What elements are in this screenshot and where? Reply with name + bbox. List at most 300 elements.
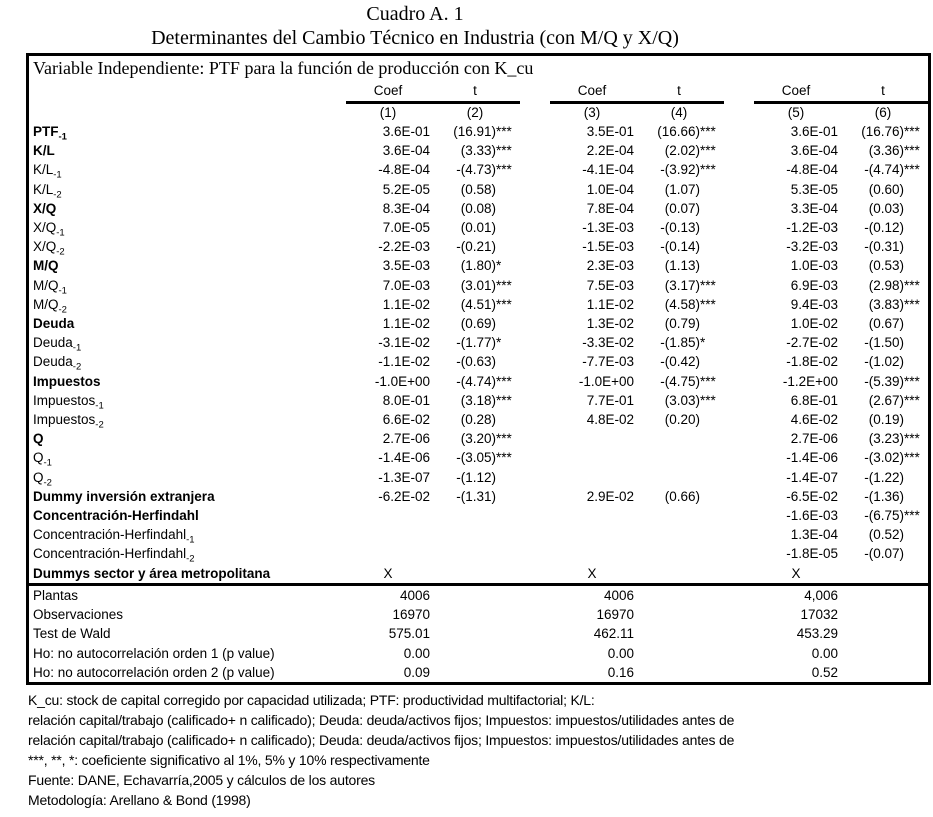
column-number-row <box>29 103 928 123</box>
coef-value: 1.1E-02 <box>586 296 634 312</box>
column-gap <box>520 333 550 352</box>
t-value: (16.76) <box>861 124 905 139</box>
coef-value: -2.7E-02 <box>786 335 838 351</box>
header-spacer <box>29 103 346 123</box>
lag-subscript: -1 <box>56 227 65 239</box>
coef-value: 7.7E-01 <box>586 392 634 408</box>
stat-spacer <box>634 624 724 643</box>
coef-value: -1.4E-07 <box>786 469 838 485</box>
coef-value: -4.8E-04 <box>378 162 430 178</box>
table-row <box>29 429 928 448</box>
column-gap <box>520 276 550 295</box>
coef-value: 2.2E-04 <box>586 143 634 159</box>
coef-value: 1.0E-04 <box>586 181 634 197</box>
t-statistic: (3.33)*** <box>460 143 512 159</box>
t-value: (0.28) <box>460 412 496 428</box>
t-value: (2.67) <box>868 392 905 408</box>
t-value: -(4.75) <box>660 373 700 389</box>
column-gap <box>520 584 550 605</box>
table-row <box>29 295 928 314</box>
coef-value <box>346 525 430 544</box>
coef-value: 1.3E-04 <box>790 527 838 543</box>
column-gap <box>520 199 550 218</box>
row-label: $PTF_{-1}$ <box>33 124 67 143</box>
t-statistic: -(3.05)*** <box>456 450 512 466</box>
lag-subscript: -1 <box>186 534 195 546</box>
stat-value: 575.01 <box>388 626 430 642</box>
t-value: -(0.21) <box>456 239 496 255</box>
coef-value: 6.9E-03 <box>790 277 838 293</box>
t-value: (0.60) <box>868 181 905 197</box>
row-label: Deuda$_{-2}$ <box>33 354 82 374</box>
column-gap <box>520 410 550 429</box>
t-statistic: (16.91)*** <box>453 124 512 139</box>
coef-value: 7.0E-03 <box>382 277 430 293</box>
stat-value: 0.00 <box>607 645 634 661</box>
t-statistic <box>634 544 724 563</box>
t-value: (0.08) <box>460 200 496 216</box>
t-value: -(0.12) <box>864 220 905 236</box>
t-value: -(0.42) <box>660 354 700 370</box>
coef-value: -1.3E-03 <box>582 220 634 236</box>
table-row <box>29 160 928 179</box>
table-row <box>29 352 928 371</box>
footnote-line: Fuente: DANE, Echavarría,2005 y cálculos de los autores <box>28 772 375 789</box>
t-value: (2.98) <box>868 277 905 293</box>
stat-value: 16970 <box>596 607 634 623</box>
t-value: -(3.92) <box>660 162 700 178</box>
stat-value: 4006 <box>346 584 430 605</box>
coef-value <box>550 544 634 563</box>
column-gap <box>520 448 550 467</box>
t-statistic <box>634 506 724 525</box>
t-value: (2.02) <box>664 143 700 159</box>
t-value: -(0.07) <box>864 546 905 562</box>
t-statistic <box>430 352 520 371</box>
column-gap <box>724 448 754 467</box>
column-header-row <box>29 81 928 103</box>
column-gap <box>520 429 550 448</box>
t-value: -(0.14) <box>660 239 700 255</box>
column-gap <box>724 487 754 506</box>
col-number: (6) <box>874 105 892 120</box>
row-label: $M/Q_{-1}$ <box>33 277 67 297</box>
row-label: Dummys sector y área metropolitana <box>33 565 271 581</box>
t-statistic <box>634 237 724 256</box>
coef-value: X <box>587 565 597 581</box>
table-row <box>29 487 928 506</box>
t-statistic <box>634 218 724 237</box>
column-gap <box>724 276 754 295</box>
column-gap <box>724 122 754 141</box>
stat-spacer <box>634 605 724 624</box>
lag-subscript: -2 <box>43 477 52 489</box>
coef-value: 2.9E-02 <box>586 488 634 504</box>
t-value: (3.33) <box>460 143 496 159</box>
t-value: (0.03) <box>868 200 905 216</box>
t-statistic <box>430 218 520 237</box>
coef-value: 3.6E-01 <box>382 124 430 139</box>
table-row <box>29 180 928 199</box>
column-gap <box>520 218 550 237</box>
stat-label: Ho: no autocorrelación orden 2 (p value) <box>33 665 275 681</box>
stat-label: Plantas <box>29 584 346 605</box>
coef-value: X <box>383 565 393 581</box>
col-number: (4) <box>670 105 688 120</box>
coef-value: -3.3E-02 <box>582 335 634 351</box>
stat-value: 4,006 <box>754 584 838 605</box>
row-label: Q <box>33 431 44 447</box>
column-gap <box>724 506 754 525</box>
t-value: (16.66) <box>657 124 700 139</box>
column-gap <box>724 544 754 563</box>
table-row <box>29 506 928 525</box>
stat-value: 462.11 <box>593 626 634 642</box>
column-gap <box>724 605 754 624</box>
coef-value: -1.2E+00 <box>782 373 838 389</box>
t-statistic: -(6.75)*** <box>864 508 920 524</box>
t-statistic: -(1.77)* <box>456 335 502 351</box>
lag-subscript: -1 <box>58 285 67 297</box>
t-statistic: -(4.74)*** <box>456 373 512 389</box>
t-statistic <box>838 564 928 585</box>
col-header-coef: Coef <box>550 81 634 103</box>
t-value: -(1.36) <box>864 488 905 504</box>
coef-value: 7.0E-05 <box>382 220 430 236</box>
coef-value: -1.8E-02 <box>786 354 838 370</box>
column-gap <box>520 295 550 314</box>
coef-value <box>550 525 634 544</box>
coef-value: 3.6E-04 <box>382 143 430 159</box>
coef-value: -2.2E-03 <box>378 239 430 255</box>
coef-value: 3.5E-03 <box>382 258 430 274</box>
t-value: (1.07) <box>664 181 700 197</box>
t-statistic: (3.20)*** <box>460 431 512 447</box>
stat-spacer <box>430 584 520 605</box>
stat-spacer <box>430 605 520 624</box>
table-caption <box>0 0 830 50</box>
t-statistic: -(1.85)* <box>660 335 706 351</box>
t-value: (0.66) <box>664 488 700 504</box>
t-value: (16.91) <box>453 124 496 139</box>
t-statistic <box>430 314 520 333</box>
coef-value: 7.5E-03 <box>586 277 634 293</box>
t-statistic: -(4.74)*** <box>864 162 920 178</box>
column-gap <box>724 624 754 643</box>
column-gap <box>520 372 550 391</box>
table-caption-title: Determinantes del Cambio Técnico en Industria (con M/Q y X/Q) <box>151 27 679 49</box>
t-value: -(4.74) <box>456 373 496 389</box>
t-statistic <box>634 468 724 487</box>
t-statistic <box>838 218 928 237</box>
column-gap <box>520 605 550 624</box>
t-statistic <box>430 237 520 256</box>
t-statistic: (2.02)*** <box>664 143 716 159</box>
t-statistic <box>430 468 520 487</box>
column-gap <box>520 352 550 371</box>
t-statistic: (2.98)*** <box>868 277 920 293</box>
coef-value: -6.5E-02 <box>786 488 838 504</box>
coef-value: -3.1E-02 <box>378 335 430 351</box>
table-row <box>29 218 928 237</box>
row-label: Deuda <box>33 316 75 332</box>
coef-value: -1.5E-03 <box>582 239 634 255</box>
stat-spacer <box>430 624 520 643</box>
column-gap <box>520 468 550 487</box>
table-caption-number: Cuadro A. 1 <box>366 3 464 25</box>
t-statistic <box>634 180 724 199</box>
footnote-line: ***, **, *: coeficiente significativo al 1%, 5% y 10% respectivamente <box>28 752 430 769</box>
coef-value <box>346 506 430 525</box>
t-value: -(1.77) <box>456 335 496 351</box>
coef-value: 9.4E-03 <box>790 296 838 312</box>
coef-value: -1.0E+00 <box>374 373 430 389</box>
column-gap <box>724 141 754 160</box>
t-statistic: (16.66)*** <box>657 124 716 139</box>
row-label: $K/L_{-1}$ <box>33 162 62 182</box>
coef-value: -6.2E-02 <box>378 488 430 504</box>
t-statistic: (3.01)*** <box>460 277 512 293</box>
lag-subscript: -2 <box>186 554 195 566</box>
column-gap <box>724 429 754 448</box>
t-statistic <box>634 487 724 506</box>
row-label: Impuestos$_{-2}$ <box>33 412 104 431</box>
stat-spacer <box>634 663 724 682</box>
stat-label: Ho: no autocorrelación orden 1 (p value) <box>33 645 275 661</box>
stat-row <box>29 584 928 605</box>
dependent-variable-row <box>29 56 928 81</box>
t-statistic <box>634 352 724 371</box>
footnote-line: K_cu: stock de capital corregido por capacidad utilizada; PTF: productividad multifactorial; K/L: <box>28 692 595 709</box>
table-row <box>29 141 928 160</box>
row-label: $Q_{-2}$ <box>33 469 52 489</box>
stat-row <box>29 644 928 663</box>
lag-subscript: -1 <box>72 342 82 354</box>
table-row <box>29 410 928 429</box>
row-label: M/Q <box>33 258 59 274</box>
t-value: (0.53) <box>868 258 905 274</box>
t-value: (3.83) <box>868 296 905 312</box>
stat-spacer <box>430 663 520 682</box>
coef-value: 2.7E-06 <box>382 431 430 447</box>
column-gap <box>724 525 754 544</box>
table-row <box>29 199 928 218</box>
t-statistic <box>838 314 928 333</box>
stat-row <box>29 624 928 643</box>
coef-value: -1.4E-06 <box>786 450 838 466</box>
t-value: -(1.02) <box>864 354 905 370</box>
t-statistic <box>634 564 724 585</box>
t-value: (4.58) <box>664 296 700 312</box>
coef-value: 1.0E-02 <box>790 316 838 332</box>
footnote-line: relación capital/trabajo (calificado+ n calificado); Deuda: deuda/activos fijos; Impuestos: impuestos/utilidades antes de <box>28 712 735 729</box>
t-statistic <box>838 237 928 256</box>
column-gap <box>520 237 550 256</box>
column-gap <box>520 180 550 199</box>
coef-value: -7.7E-03 <box>582 354 634 370</box>
column-gap <box>724 663 754 682</box>
column-gap <box>724 256 754 275</box>
coef-value: 1.1E-02 <box>382 316 430 332</box>
table-row <box>29 276 928 295</box>
stat-value: 16970 <box>392 607 430 623</box>
lag-subscript: -1 <box>58 131 67 143</box>
t-value: -(1.22) <box>864 469 905 485</box>
regression-table <box>26 53 931 685</box>
column-gap <box>520 314 550 333</box>
table-row <box>29 256 928 275</box>
lag-subscript: -2 <box>53 189 62 201</box>
t-value: (0.58) <box>460 181 496 197</box>
t-value: -(4.74) <box>864 162 905 178</box>
t-value: (3.18) <box>460 392 496 408</box>
lag-subscript: -1 <box>95 400 104 412</box>
row-label: X/Q <box>33 200 57 216</box>
stat-value: 453.29 <box>796 626 838 642</box>
column-gap <box>724 644 754 663</box>
row-label: Impuestos$_{-1}$ <box>33 392 104 412</box>
t-statistic: (3.03)*** <box>664 392 716 408</box>
coef-value: 8.3E-04 <box>382 200 430 216</box>
stat-spacer <box>838 624 928 643</box>
coef-value: -3.2E-03 <box>786 239 838 255</box>
coef-value: 2.7E-06 <box>790 431 838 447</box>
t-statistic: (3.36)*** <box>868 143 920 159</box>
t-statistic: (3.23)*** <box>868 431 920 447</box>
column-gap <box>520 525 550 544</box>
dependent-variable-note: Variable Independiente: PTF para la función de producción con K_cu <box>33 58 534 78</box>
stat-spacer <box>838 663 928 682</box>
coef-value: 6.6E-02 <box>382 412 430 428</box>
coef-value: 1.1E-02 <box>382 296 430 312</box>
coef-value: 3.3E-04 <box>790 200 838 216</box>
t-statistic <box>838 525 928 544</box>
header-spacer <box>29 81 346 103</box>
coef-value: -1.4E-06 <box>378 450 430 466</box>
column-gap <box>724 103 754 123</box>
coef-value <box>550 506 634 525</box>
column-gap <box>724 237 754 256</box>
stat-value: 0.00 <box>403 645 430 661</box>
row-label: $X/Q_{-1}$ <box>33 220 65 239</box>
col-header-t: t <box>634 81 724 103</box>
lag-subscript: -1 <box>43 458 52 470</box>
coef-value: 3.5E-01 <box>586 124 634 139</box>
t-statistic <box>634 314 724 333</box>
column-gap <box>520 644 550 663</box>
t-value: (0.52) <box>868 527 905 543</box>
table-row <box>29 314 928 333</box>
column-gap <box>520 663 550 682</box>
col-number: (1) <box>379 105 397 120</box>
t-value: -(6.75) <box>864 508 905 524</box>
column-gap <box>724 468 754 487</box>
stat-value: 0.09 <box>403 665 430 681</box>
t-statistic: (4.58)*** <box>664 296 716 312</box>
t-statistic <box>634 256 724 275</box>
t-statistic <box>634 448 724 467</box>
t-statistic: -(4.73)*** <box>456 162 512 178</box>
lag-subscript: -2 <box>56 246 65 258</box>
column-gap <box>520 506 550 525</box>
column-gap <box>520 624 550 643</box>
column-gap <box>520 256 550 275</box>
t-statistic <box>430 544 520 563</box>
row-label: $M/Q_{-2}$ <box>33 296 67 316</box>
coef-value: -1.6E-03 <box>786 508 838 524</box>
row-label: $K/L_{-2}$ <box>33 181 62 201</box>
t-statistic <box>838 468 928 487</box>
coef-value: -1.0E+00 <box>578 373 634 389</box>
table-row <box>29 564 928 585</box>
row-label: $X/Q_{-2}$ <box>33 239 65 258</box>
t-statistic: -(5.39)*** <box>864 373 920 389</box>
t-value: -(3.02) <box>864 450 905 466</box>
col-header-coef: Coef <box>754 81 838 103</box>
stat-value: 17032 <box>800 607 838 623</box>
t-statistic: -(4.75)*** <box>660 373 716 389</box>
stat-spacer <box>634 644 724 663</box>
coef-value: 2.3E-03 <box>586 258 634 274</box>
t-statistic: (3.83)*** <box>868 296 920 312</box>
column-gap <box>724 81 754 103</box>
table-row <box>29 468 928 487</box>
stat-label: Test de Wald <box>33 626 111 642</box>
stat-row <box>29 605 928 624</box>
t-statistic <box>430 199 520 218</box>
coef-value: 1.0E-03 <box>790 258 838 274</box>
coef-value: 3.6E-01 <box>790 124 838 139</box>
coef-value: 3.6E-04 <box>790 143 838 159</box>
col-header-t: t <box>838 81 928 103</box>
coef-value <box>550 468 634 487</box>
t-value: (0.07) <box>664 200 700 216</box>
row-label: Concentración-Herfindahl <box>33 508 199 524</box>
column-gap <box>724 199 754 218</box>
table-row <box>29 544 928 563</box>
column-gap <box>724 333 754 352</box>
table-row <box>29 372 928 391</box>
coef-value: -1.3E-07 <box>378 469 430 485</box>
lag-subscript: -2 <box>58 304 67 316</box>
t-statistic: (2.67)*** <box>868 392 920 408</box>
stat-value: 0.00 <box>811 645 838 661</box>
coef-value <box>550 429 634 448</box>
t-value: (0.67) <box>868 316 905 332</box>
t-value: (3.01) <box>460 277 496 293</box>
row-label: Concentración-Herfindahl$_{-1}$ <box>33 527 195 546</box>
column-gap <box>724 352 754 371</box>
t-statistic <box>430 525 520 544</box>
stats-body <box>29 584 928 682</box>
coef-value: 5.3E-05 <box>790 181 838 197</box>
t-statistic <box>430 180 520 199</box>
table-row <box>29 122 928 141</box>
footnote-line: relación capital/trabajo (calificado+ n calificado); Deuda: deuda/activos fijos; Impuestos: impuestos/utilidades antes de <box>28 732 735 749</box>
t-value: (0.69) <box>460 316 496 332</box>
t-statistic <box>430 564 520 585</box>
column-gap <box>520 141 550 160</box>
lag-subscript: -1 <box>53 170 62 182</box>
coef-value <box>346 544 430 563</box>
coef-value <box>550 448 634 467</box>
stat-value: 0.16 <box>607 665 634 681</box>
t-statistic <box>838 333 928 352</box>
t-value: (3.23) <box>868 431 905 447</box>
table-row <box>29 333 928 352</box>
column-gap <box>724 564 754 585</box>
column-gap <box>520 487 550 506</box>
